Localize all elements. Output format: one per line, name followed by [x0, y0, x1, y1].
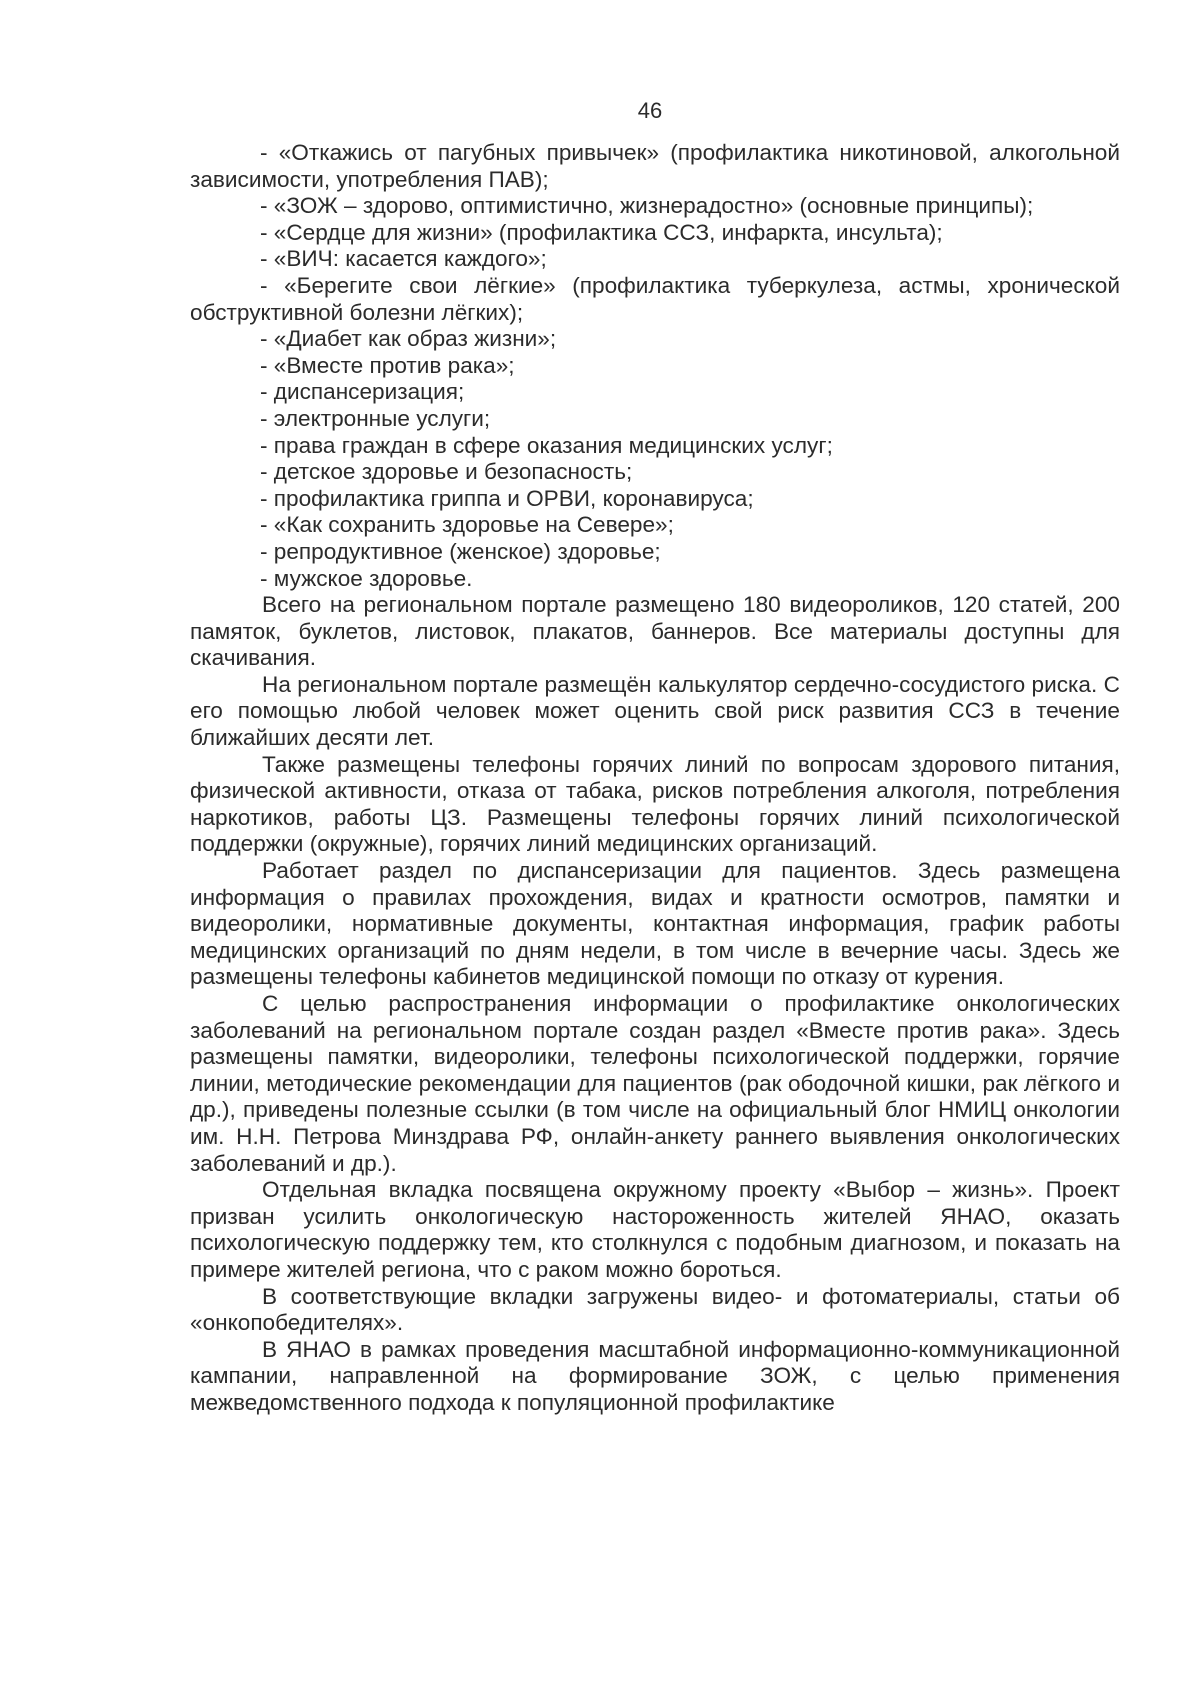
paragraph: Отдельная вкладка посвящена окружному проекту «Выбор – жизнь». Проект призван усилить онкологическую настороженность жителей ЯНАО, оказать психологическую поддержку тем, кто столкнулся с подобным диагнозом, и показать на примере жителей региона, что с раком можно бороться.	[190, 1177, 1120, 1282]
list-item: - «ВИЧ: касается каждого»;	[260, 246, 547, 272]
list-item: - детское здоровье и безопасность;	[260, 459, 633, 485]
paragraph: Работает раздел по диспансеризации для пациентов. Здесь размещена информация о правилах прохождения, видах и кратности осмотров, памятки и видеоролики, нормативные документы, контактная информация, график работы медицинских организаций по дням недели, в том числе в вечерние часы. Здесь же размещены телефоны кабинетов медицинской помощи по отказу от курения.	[190, 858, 1120, 990]
paragraph: С целью распространения информации о профилактике онкологических заболеваний на региональном портале создан раздел «Вместе против рака». Здесь размещены памятки, видеоролики, телефоны психологической поддержки, горячие линии, методические рекомендации для пациентов (рак ободочной кишки, рак лёгкого и др.), приведены полезные ссылки (в том числе на официальный блог НМИЦ онкологии им. Н.Н. Петрова Минздрава РФ, онлайн-анкету раннего выявления онкологических заболеваний и др.).	[190, 991, 1120, 1176]
list-item: - репродуктивное (женское) здоровье;	[260, 538, 661, 564]
paragraph: Также размещены телефоны горячих линий по вопросам здорового питания, физической активности, отказа от табака, рисков потребления алкоголя, потребления наркотиков, работы ЦЗ. Размещены телефоны горячих линий психологической поддержки (окружные), горячих линий медицинских организаций.	[190, 751, 1120, 857]
list-item: - профилактика гриппа и ОРВИ, коронавируса;	[260, 485, 754, 511]
list-item: - «Откажись от пагубных привычек» (профилактика никотиновой, алкогольной зависимости, употребления ПАВ);	[190, 140, 1120, 192]
list-item: - диспансеризация;	[260, 379, 465, 405]
list-item: - электронные услуги;	[260, 405, 491, 431]
list-item: - «Сердце для жизни» (профилактика ССЗ, инфаркта, инсульта);	[260, 219, 943, 245]
list-item: - «ЗОЖ – здорово, оптимистично, жизнерадостно» (основные принципы);	[260, 193, 1034, 219]
document-body	[190, 140, 1120, 1417]
list-item: - «Берегите свои лёгкие» (профилактика туберкулеза, астмы, хронической обструктивной болезни лёгких);	[190, 272, 1120, 325]
paragraph: Всего на региональном портале размещено 180 видеороликов, 120 статей, 200 памяток, буклетов, листовок, плакатов, баннеров. Все материалы доступны для скачивания.	[190, 592, 1120, 671]
list-item: - «Вместе против рака»;	[260, 352, 515, 378]
list-item: - мужское здоровье.	[260, 565, 473, 591]
paragraph: В ЯНАО в рамках проведения масштабной информационно-коммуникационной кампании, направленной на формирование ЗОЖ, с целью применения межведомственного подхода к популяционной профилактике	[190, 1336, 1120, 1415]
list-item: - «Диабет как образ жизни»;	[260, 326, 557, 352]
paragraph: На региональном портале размещён калькулятор сердечно-сосудистого риска. С его помощью любой человек может оценить свой риск развития ССЗ в течение ближайших десяти лет.	[190, 671, 1120, 751]
page-number: 46	[637, 98, 663, 123]
list-item: - права граждан в сфере оказания медицинских услуг;	[260, 432, 833, 458]
list-item: - «Как сохранить здоровье на Севере»;	[260, 512, 674, 538]
paragraph: В соответствующие вкладки загружены видео- и фотоматериалы, статьи об «онкопобедителях».	[190, 1283, 1120, 1336]
